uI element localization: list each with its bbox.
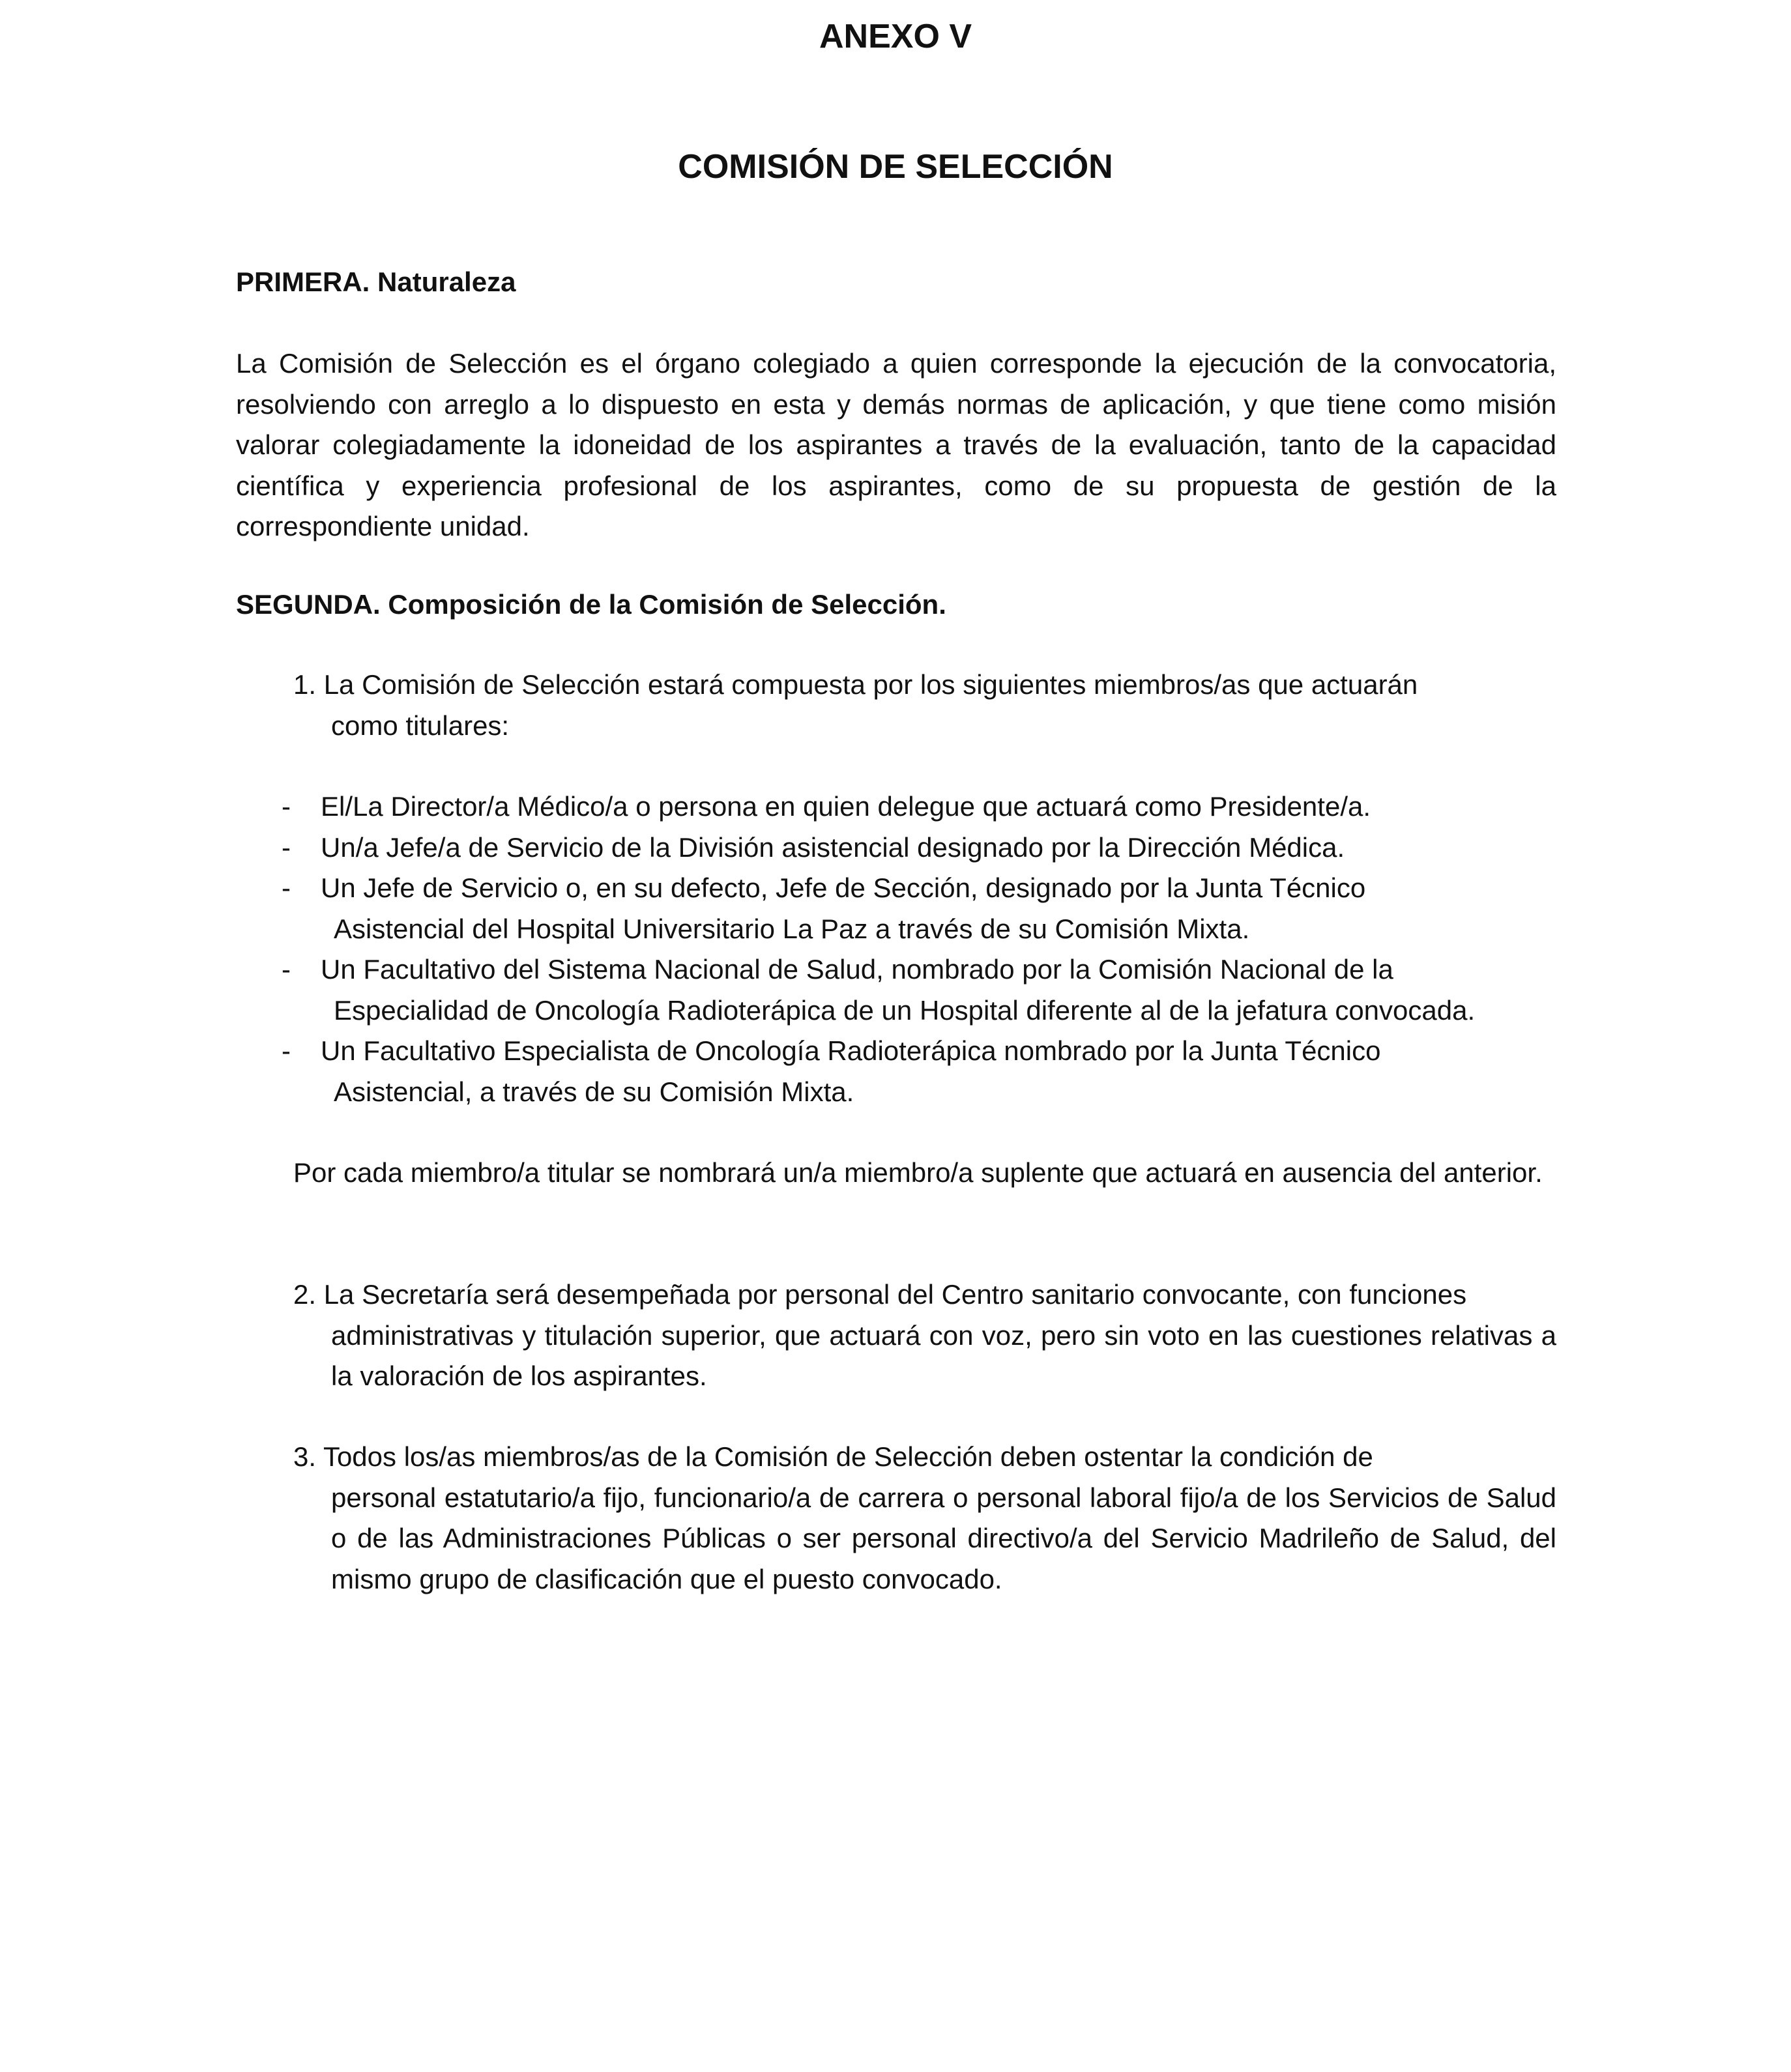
dash-marker: - <box>282 791 291 822</box>
member-text-continuation: Asistencial, a través de su Comisión Mixta. <box>334 1076 854 1107</box>
numbered-item-1 <box>293 665 1556 746</box>
item-text-first-line: La Secretaría será desempeñada por personal del Centro sanitario convocante, con funciones <box>323 1279 1467 1310</box>
list-item <box>282 868 1556 949</box>
dash-marker: - <box>282 831 291 863</box>
section-heading-primera: PRIMERA. Naturaleza <box>236 266 516 297</box>
document-title: COMISIÓN DE SELECCIÓN <box>678 148 1113 186</box>
member-text: Un Facultativo del Sistema Nacional de Salud, nombrado por la Comisión Nacional de la <box>321 954 1393 985</box>
dash-marker: - <box>282 1035 291 1066</box>
annex-title: ANEXO V <box>819 18 972 55</box>
item-text-first-line: La Comisión de Selección estará compuesta por los siguientes miembros/as que actuarán <box>323 669 1418 700</box>
dash-marker: - <box>282 872 291 903</box>
item-number: 1. <box>293 669 317 700</box>
list-item <box>282 786 1556 827</box>
dash-marker: - <box>282 954 291 985</box>
member-text: Un Jefe de Servicio o, en su defecto, Jefe de Sección, designado por la Junta Técnico <box>321 872 1366 903</box>
item-text-first-line: Todos los/as miembros/as de la Comisión de Selección deben ostentar la condición de <box>323 1441 1373 1472</box>
item-text-continuation: como titulares: <box>331 710 510 741</box>
member-list <box>282 786 1556 1112</box>
primera-paragraph: La Comisión de Selección es el órgano colegiado a quien corresponde la ejecución de la convocatoria, resolviendo con arreglo a lo dispuesto en esta y demás normas de aplicación, y que tiene como misión valorar colegiadamente la idoneidad de los aspirantes a través de la evaluación, tanto de la capacidad científica y experiencia profesional de los aspirantes, como de su propuesta de gestión de la correspondiente unidad. <box>236 348 1556 541</box>
item-number: 2. <box>293 1279 317 1310</box>
member-text-continuation: Especialidad de Oncología Radioterápica de un Hospital diferente al de la jefatura convocada. <box>334 994 1476 1026</box>
list-item <box>282 949 1556 1031</box>
list-item <box>282 1031 1556 1112</box>
list-item <box>282 827 1556 869</box>
numbered-item-2 <box>293 1274 1556 1397</box>
item-text-continuation: administrativas y titulación superior, que actuará con voz, pero sin voto en las cuestiones relativas a la valoración de los aspirantes. <box>331 1319 1556 1391</box>
suplente-paragraph: Por cada miembro/a titular se nombrará un/a miembro/a suplente que actuará en ausencia del anterior. <box>293 1157 1543 1188</box>
member-text: Un Facultativo Especialista de Oncología Radioterápica nombrado por la Junta Técnico <box>321 1035 1381 1066</box>
item-text-continuation: personal estatutario/a fijo, funcionario/a de carrera o personal laboral fijo/a de los Servicios de Salud o de las Administraciones Públicas o ser personal directivo/a del Servicio Madrileño de Salud, del mismo grupo de clasificación que el puesto convocado. <box>331 1482 1556 1594</box>
member-text-continuation: Asistencial del Hospital Universitario La Paz a través de su Comisión Mixta. <box>334 913 1250 944</box>
member-text: Un/a Jefe/a de Servicio de la División asistencial designado por la Dirección Médica. <box>321 831 1345 863</box>
member-text: El/La Director/a Médico/a o persona en quien delegue que actuará como Presidente/a. <box>321 791 1371 822</box>
item-number: 3. <box>293 1441 317 1472</box>
numbered-item-3 <box>293 1437 1556 1600</box>
section-heading-segunda: SEGUNDA. Composición de la Comisión de Selección. <box>236 589 946 620</box>
